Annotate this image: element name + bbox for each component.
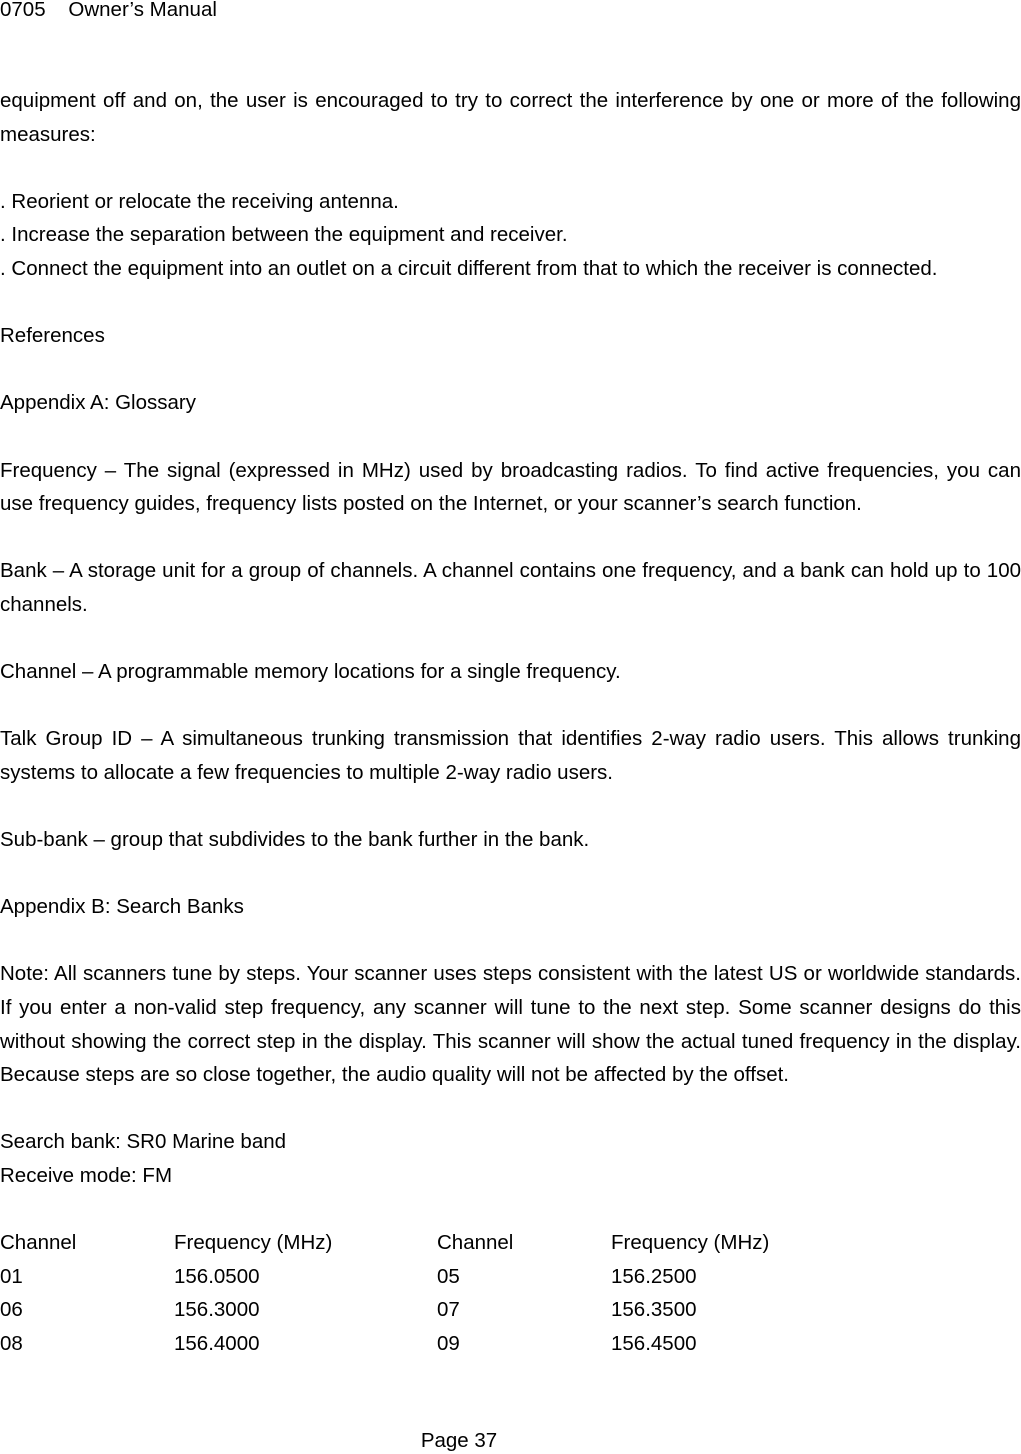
page-body: [0, 84, 1021, 1361]
search-bank-note: Note: All scanners tune by steps. Your scanner uses steps consistent with the latest US or worldwide standards. If you enter a non-valid step frequency, any scanner will tune to the next step. Some scanner designs do this without showing the correct step in the display. This scanner will show the actual tuned frequency in the display. Because steps are so close together, the audio quality will not be affected by the offset.: [0, 962, 1021, 1087]
table-row: [0, 1260, 1021, 1294]
references-heading: References: [0, 324, 105, 348]
table-cell: 156.3000: [174, 1298, 260, 1322]
table-row: [0, 1293, 1021, 1327]
glossary-talk-group: Talk Group ID – A simultaneous trunking transmission that identifies 2-way radio users. This allows trunking systems to allocate a few frequencies to multiple 2-way radio users.: [0, 727, 1021, 784]
table-header-cell: Frequency (MHz): [174, 1231, 333, 1255]
page-number: Page 37: [420, 1429, 498, 1452]
table-cell: 156.4500: [611, 1331, 697, 1355]
table-header-cell: Channel: [437, 1231, 514, 1255]
table-cell: 08: [0, 1331, 23, 1355]
table-cell: 09: [437, 1331, 460, 1355]
doc-code: 0705: [0, 0, 46, 21]
table-cell: 156.2500: [611, 1264, 697, 1288]
frequency-table: [0, 1226, 1021, 1360]
measure-item: . Reorient or relocate the receiving antenna.: [0, 189, 399, 213]
table-row: [0, 1327, 1021, 1361]
search-bank-label: Search bank: SR0 Marine band: [0, 1130, 287, 1154]
table-cell: 07: [437, 1298, 460, 1322]
appendix-a-heading: Appendix A: Glossary: [0, 391, 196, 415]
doc-title: Owner’s Manual: [68, 0, 217, 21]
table-header-cell: Frequency (MHz): [611, 1231, 770, 1255]
receive-mode-label: Receive mode: FM: [0, 1164, 173, 1187]
table-cell: 06: [0, 1298, 23, 1322]
table-cell: 156.4000: [174, 1331, 260, 1355]
appendix-b-heading: Appendix B: Search Banks: [0, 895, 244, 919]
glossary-bank: Bank – A storage unit for a group of channels. A channel contains one frequency, and a bank can hold up to 100 channels.: [0, 559, 1021, 616]
table-header-cell: Channel: [0, 1231, 77, 1255]
table-header-row: [0, 1226, 1021, 1260]
table-cell: 01: [0, 1264, 23, 1288]
table-cell: 156.0500: [174, 1264, 260, 1288]
glossary-channel: Channel – A programmable memory locations for a single frequency.: [0, 660, 621, 684]
intro-paragraph: equipment off and on, the user is encouraged to try to correct the interference by one or more of the following measures:: [0, 89, 1021, 146]
page-header: [0, 0, 217, 20]
measure-item: . Increase the separation between the equipment and receiver.: [0, 223, 568, 247]
table-cell: 156.3500: [611, 1298, 697, 1322]
measure-item: . Connect the equipment into an outlet on a circuit different from that to which the receiver is connected.: [0, 256, 938, 280]
glossary-sub-bank: Sub-bank – group that subdivides to the bank further in the bank.: [0, 828, 590, 852]
glossary-frequency: Frequency – The signal (expressed in MHz) used by broadcasting radios. To find active frequencies, you can use frequency guides, frequency lists posted on the Internet, or your scanner’s search function.: [0, 458, 1021, 516]
table-cell: 05: [437, 1264, 460, 1288]
